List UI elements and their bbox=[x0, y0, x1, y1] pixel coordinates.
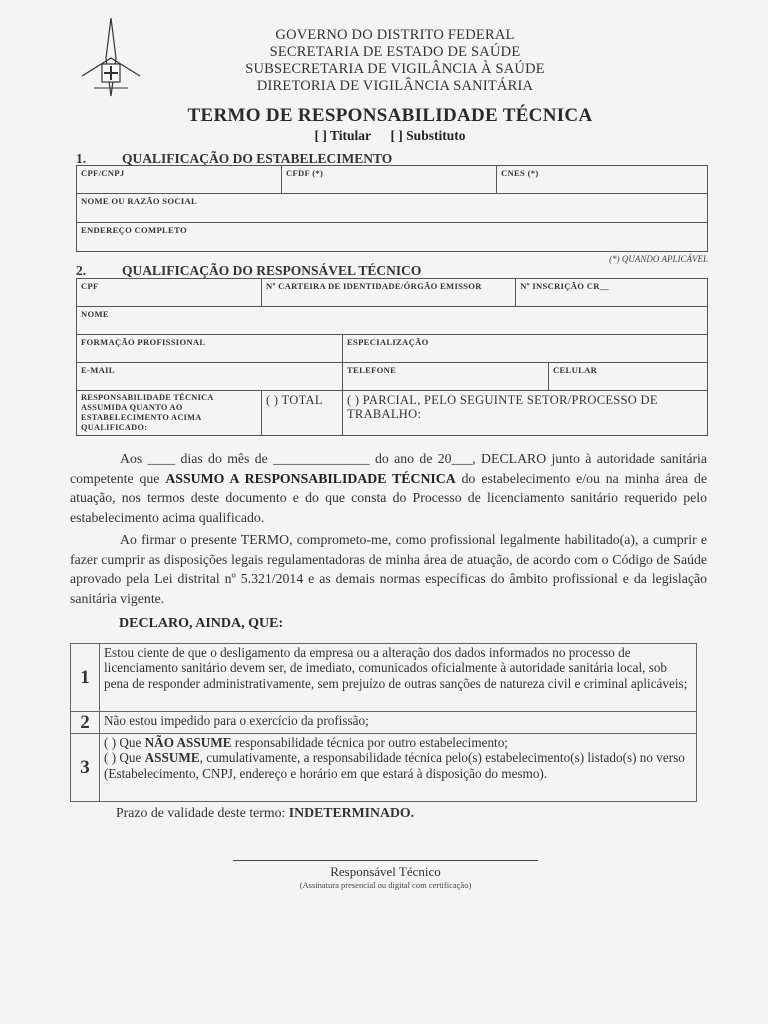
declaration-paragraph-2: Ao firmar o presente TERMO, comprometo-me, como profissional legalmente habilitado(a), a cumprir e fazer cumprir as disposições legais regulamentadoras de minha área de atuação, de acordo com o Código de Saúde aprovado pela Lei distrital nº 5.321/2014 e as demais normas específicas do âmbito profissional e da legislação sanitária vigente. bbox=[70, 532, 707, 606]
responsibility-label: RESPONSABILIDADE TÉCNICA ASSUMIDA QUANTO AO ESTABELECIMENTO ACIMA QUALIFICADO: bbox=[77, 391, 262, 436]
header-line-3: SUBSECRETARIA DE VIGILÂNCIA À SAÚDE bbox=[245, 61, 545, 77]
not-assume-option[interactable]: ( ) Que NÃO ASSUME responsabilidade técnica por outro estabelecimento; bbox=[104, 735, 508, 750]
cnes-field[interactable]: CNES (*) bbox=[497, 166, 708, 194]
name-field[interactable]: NOME bbox=[77, 307, 708, 335]
cpf-cnpj-field[interactable]: CPF/CNPJ bbox=[77, 166, 282, 194]
role-options bbox=[150, 128, 630, 144]
partial-checkbox[interactable]: ( ) PARCIAL, PELO SEGUINTE SETOR/PROCESSO DE TRABALHO: bbox=[343, 391, 708, 436]
item-text: Estou ciente de que o desligamento da empresa ou a alteração dos dados informados no processo de licenciamento sanitário devem ser, de imediato, comunicados oficialmente à autoridade sanitária local, sob pena de responder administrativamente, sem prejuízo de outras sanções de natureza civil e criminal aplicáveis; bbox=[100, 644, 697, 712]
validity-line: Prazo de validade deste termo: INDETERMINADO. bbox=[116, 805, 415, 820]
gdf-logo bbox=[80, 18, 142, 98]
header-line-4: DIRETORIA DE VIGILÂNCIA SANITÁRIA bbox=[256, 78, 534, 94]
cpf-field[interactable]: CPF bbox=[77, 279, 262, 307]
email-field[interactable]: E-MAIL bbox=[77, 363, 343, 391]
option-titular[interactable]: [ ] Titular bbox=[314, 128, 372, 143]
phone-field[interactable]: TELEFONE bbox=[343, 363, 549, 391]
item-number: 3 bbox=[71, 734, 100, 802]
total-checkbox[interactable]: ( ) TOTAL bbox=[262, 391, 343, 436]
header-line-2: SECRETARIA DE ESTADO DE SAÚDE bbox=[269, 44, 521, 60]
signature-note: (Assinatura presencial ou digital com certificação) bbox=[299, 880, 472, 890]
item-number: 1 bbox=[71, 644, 100, 712]
section-2-heading: 2. QUALIFICAÇÃO DO RESPONSÁVEL TÉCNICO bbox=[76, 263, 422, 278]
item-text: Não estou impedido para o exercício da profissão; bbox=[100, 712, 697, 734]
page-title: TERMO DE RESPONSABILIDADE TÉCNICA bbox=[187, 105, 593, 126]
declaration-paragraph-1: Aos ____ dias do mês de ______________ do ano de 20___, DECLARO junto à autoridade sanitária competente que ASSUMO A RESPONSABILIDADE TÉCNICA do estabelecimento e/ou na minha área de atuação, nos termos deste documento e do que consta do Processo de licenciamento sanitário requerido pelo estabelecimento acima qualificado. bbox=[70, 451, 707, 525]
section-1-heading: 1. QUALIFICAÇÃO DO ESTABELECIMENTO bbox=[76, 151, 393, 166]
applicable-note: (*) QUANDO APLICÁVEL bbox=[609, 254, 708, 264]
establishment-table bbox=[76, 165, 708, 252]
option-substituto[interactable]: [ ] Substituto bbox=[390, 128, 466, 143]
item-number: 2 bbox=[71, 712, 100, 734]
declaro-heading: DECLARO, AINDA, QUE: bbox=[119, 616, 284, 631]
item-options bbox=[100, 734, 697, 802]
education-field[interactable]: FORMAÇÃO PROFISSIONAL bbox=[77, 335, 343, 363]
id-card-field[interactable]: Nº CARTEIRA DE IDENTIDADE/ÓRGÃO EMISSOR bbox=[262, 279, 516, 307]
header-line-1: GOVERNO DO DISTRITO FEDERAL bbox=[275, 27, 515, 43]
signature-line[interactable] bbox=[233, 860, 538, 861]
address-field[interactable]: ENDEREÇO COMPLETO bbox=[77, 223, 708, 252]
assume-option[interactable]: ( ) Que ASSUME, cumulativamente, a responsabilidade técnica pelo(s) estabelecimento(s) listado(s) no verso (Estabelecimento, CNPJ, endereço e horário em que estará à disposição do mesmo). bbox=[104, 750, 685, 781]
mobile-field[interactable]: CELULAR bbox=[549, 363, 708, 391]
company-name-field[interactable]: NOME OU RAZÃO SOCIAL bbox=[77, 194, 708, 223]
cfdf-field[interactable]: CFDF (*) bbox=[282, 166, 497, 194]
signature-label: Responsável Técnico bbox=[330, 864, 441, 879]
specialization-field[interactable]: ESPECIALIZAÇÃO bbox=[343, 335, 708, 363]
declaration-items-table bbox=[70, 643, 697, 802]
registration-field[interactable]: Nº INSCRIÇÃO CR__ bbox=[516, 279, 708, 307]
technician-table bbox=[76, 278, 708, 436]
